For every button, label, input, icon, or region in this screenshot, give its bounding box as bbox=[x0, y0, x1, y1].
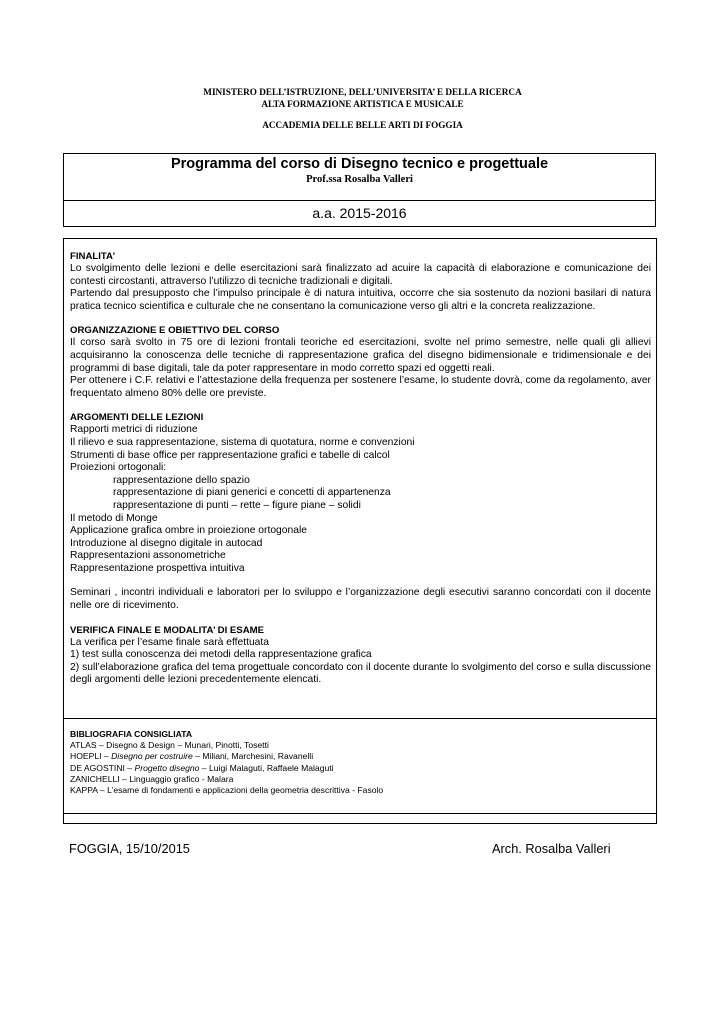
paragraph: 2) sull’elaborazione grafica del tema progettuale concordato con il docente durante lo svolgimento del corso e sulla discussione degli argomenti delle lezioni precedentemente elencati. bbox=[70, 661, 651, 686]
sub-list-item: rappresentazione dello spazio bbox=[113, 474, 250, 486]
paragraph: Partendo dal presupposto che l’impulso principale è di natura intuitiva, occorre che sia sostenuto da nozioni basilari di natura pratica tecnico scientifica e culturale che ne consentano la comunicazione verso gli altri e la concreta realizzazione. bbox=[70, 288, 651, 312]
bibliography-item: ATLAS – Disegno & Design – Munari, Pinotti, Tosetti bbox=[70, 740, 269, 751]
document-header bbox=[0, 86, 725, 131]
bibliography-item: HOEPLI – Disegno per costruire – Miliani, Marchesini, Ravanelli bbox=[70, 751, 314, 762]
place-date: FOGGIA, 15/10/2015 bbox=[69, 841, 190, 856]
divider bbox=[64, 813, 656, 814]
divider bbox=[64, 718, 656, 719]
section-heading: ARGOMENTI DELLE LEZIONI bbox=[70, 412, 204, 424]
paragraph: Il corso sarà svolto in 75 ore di lezioni frontali teoriche ed esercitazioni, svolte nel primo semestre, nelle quali gli allievi acquisiranno la conoscenza delle tecniche di rappresentazione grafica del disegno bidimensionale e tridimensionale e dei programmi di base digitali, tale da poter rappresentare in modo corretto spazi ed oggetti reali. bbox=[70, 337, 651, 374]
academy-line: ACCADEMIA DELLE BELLE ARTI DI FOGGIA bbox=[262, 120, 463, 130]
list-item: Strumenti di base office per rappresentazione grafici e tabelle di calcol bbox=[70, 449, 390, 461]
title-row bbox=[64, 154, 655, 201]
program-box bbox=[63, 238, 657, 824]
sub-list-item: rappresentazione di punti – rette – figure piane – solidi bbox=[113, 499, 361, 511]
list-item: Il metodo di Monge bbox=[70, 512, 158, 524]
section-heading: BIBLIOGRAFIA CONSIGLIATA bbox=[70, 729, 193, 739]
professor-name: Prof.ssa Rosalba Valleri bbox=[306, 174, 413, 185]
section-organizzazione bbox=[70, 325, 651, 400]
title-box bbox=[63, 153, 656, 227]
list-item: Rapporti metrici di riduzione bbox=[70, 424, 198, 436]
signature: Arch. Rosalba Valleri bbox=[492, 841, 611, 856]
paragraph: La verifica per l’esame finale sarà effettuata bbox=[70, 636, 269, 648]
academic-year: a.a. 2015-2016 bbox=[312, 205, 407, 221]
afam-line: ALTA FORMAZIONE ARTISTICA E MUSICALE bbox=[261, 99, 464, 109]
section-argomenti bbox=[70, 412, 651, 612]
paragraph: 1) test sulla conoscenza dei metodi della rappresentazione grafica bbox=[70, 649, 372, 661]
paragraph: Per ottenere i C.F. relativi e l’attestazione della frequenza per sostenere l’esame, lo studente dovrà, come da regolamento, aver frequentato almeno 80% delle ore previste. bbox=[70, 375, 651, 399]
section-heading: VERIFICA FINALE E MODALITA’ DI ESAME bbox=[70, 624, 265, 636]
section-heading: ORGANIZZAZIONE E OBIETTIVO DEL CORSO bbox=[70, 325, 280, 337]
list-item: Proiezioni ortogonali: bbox=[70, 462, 167, 474]
section-bibliografia bbox=[70, 729, 651, 796]
list-item: Introduzione al disegno digitale in autocad bbox=[70, 537, 263, 549]
program-content bbox=[70, 251, 651, 699]
bibliography-item: DE AGOSTINI – Progetto disegno – Luigi Malaguti, Raffaele Malaguti bbox=[70, 762, 334, 773]
section-finalita bbox=[70, 251, 651, 313]
ministry-line: MINISTERO DELL’ISTRUZIONE, DELL’UNIVERSITA’ E DELLA RICERCA bbox=[203, 87, 522, 97]
section-verifica bbox=[70, 625, 651, 687]
list-item: Applicazione grafica ombre in proiezione ortogonale bbox=[70, 525, 307, 537]
course-title: Programma del corso di Disegno tecnico e progettuale bbox=[170, 156, 549, 172]
paragraph: Seminari , incontri individuali e laboratori per lo sviluppo e l’organizzazione degli esecutivi saranno concordati con il docente nelle ore di ricevimento. bbox=[70, 587, 651, 612]
list-item: Rappresentazioni assonometriche bbox=[70, 550, 226, 562]
bibliography-item: KAPPA – L’esame di fondamenti e applicazioni della geometria descrittiva - Fasolo bbox=[70, 785, 384, 796]
paragraph: Lo svolgimento delle lezioni e delle esercitazioni sarà finalizzato ad acuire la capacità di elaborazione e comunicazione dei contesti circostanti, attraverso l’utilizzo di tecniche tradizionali e digitali. bbox=[70, 263, 651, 287]
list-item: Rappresentazione prospettiva intuitiva bbox=[70, 562, 245, 574]
list-item: Il rilievo e sua rappresentazione, sistema di quotatura, norme e convenzioni bbox=[70, 436, 415, 448]
section-heading: FINALITA’ bbox=[70, 251, 116, 262]
bibliography-item: ZANICHELLI – Linguaggio grafico - Malara bbox=[70, 773, 234, 784]
sub-list-item: rappresentazione di piani generici e concetti di appartenenza bbox=[113, 487, 391, 499]
